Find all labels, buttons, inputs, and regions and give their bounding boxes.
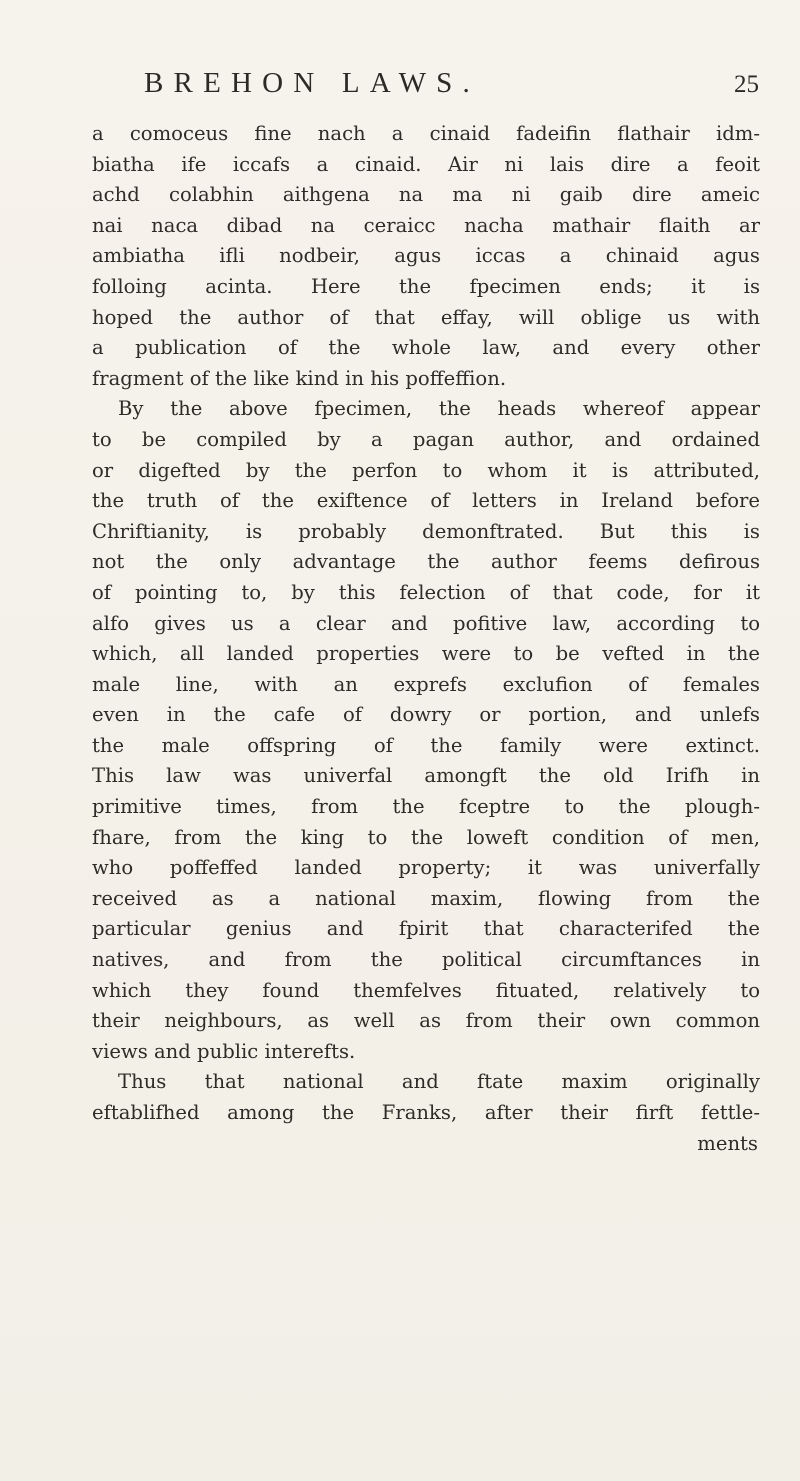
text-line: a comoceus fine nach a cinaid fadeifin flathair idm- [92,122,760,145]
text-line: alfo gives us a clear and pofitive law, according to [92,611,760,635]
body-text [92,119,760,1159]
text-line: natives, and from the political circumftances in [92,948,760,972]
text-line: By the above fpecimen, the heads whereof appear [118,397,760,421]
text-line: folloing acinta. Here the fpecimen ends; it is [92,274,760,298]
text-line: not the only advantage the author feems defirous [92,550,760,574]
text-line: primitive times, from the fceptre to the plough- [92,795,760,819]
text-line: achd colabhin aithgena na ma ni gaib dire ameic [92,183,760,207]
text-line: even in the cafe of dowry or portion, and unlefs [92,703,760,727]
text-line: Chriftianity, is probably demonftrated. But this is [92,519,760,543]
page-number: 25 [734,71,759,98]
text-line: of pointing to, by this felection of that code, for it [92,580,760,604]
text-line: fragment of the like kind in his poffeffion. [92,366,507,390]
text-line: nai naca dibad na ceraicc nacha mathair flaith ar [92,213,760,237]
text-line: received as a national maxim, flowing from the [92,886,760,910]
running-head [0,67,800,107]
text-line: which, all landed properties were to be vefted in the [92,642,760,666]
running-title: BREHON LAWS. [144,67,480,99]
text-line: biatha ife iccafs a cinaid. Air ni lais dire a feoit [92,152,760,176]
text-line: to be compiled by a pagan author, and ordained [92,427,760,451]
text-line: This law was univerfal amongft the old Irifh in [92,764,760,788]
catchword: ments [697,1131,758,1155]
text-line: male line, with an exprefs exclufion of females [92,672,760,696]
text-line: ambiatha ifli nodbeir, agus iccas a chinaid agus [92,244,760,268]
text-line: which they found themfelves fituated, relatively to [92,978,760,1002]
text-line: Thus that national and ftate maxim originally [118,1070,760,1094]
text-line: their neighbours, as well as from their own common [92,1009,760,1033]
text-line: views and public interefts. [92,1039,356,1063]
text-line: a publication of the whole law, and every other [92,336,760,360]
text-line: the truth of the exiftence of letters in Ireland before [92,489,760,513]
text-line: or digefted by the perfon to whom it is attributed, [92,458,760,482]
text-line: hoped the author of that effay, will oblige us with [92,305,760,329]
text-line: who poffeffed landed property; it was univerfally [92,856,760,880]
text-line: the male offspring of the family were extinct. [92,733,760,757]
text-line: particular genius and fpirit that characterifed the [92,917,760,941]
text-line: fhare, from the king to the loweft condition of men, [92,825,760,849]
text-line: eftablifhed among the Franks, after their firft fettle- [92,1101,760,1124]
